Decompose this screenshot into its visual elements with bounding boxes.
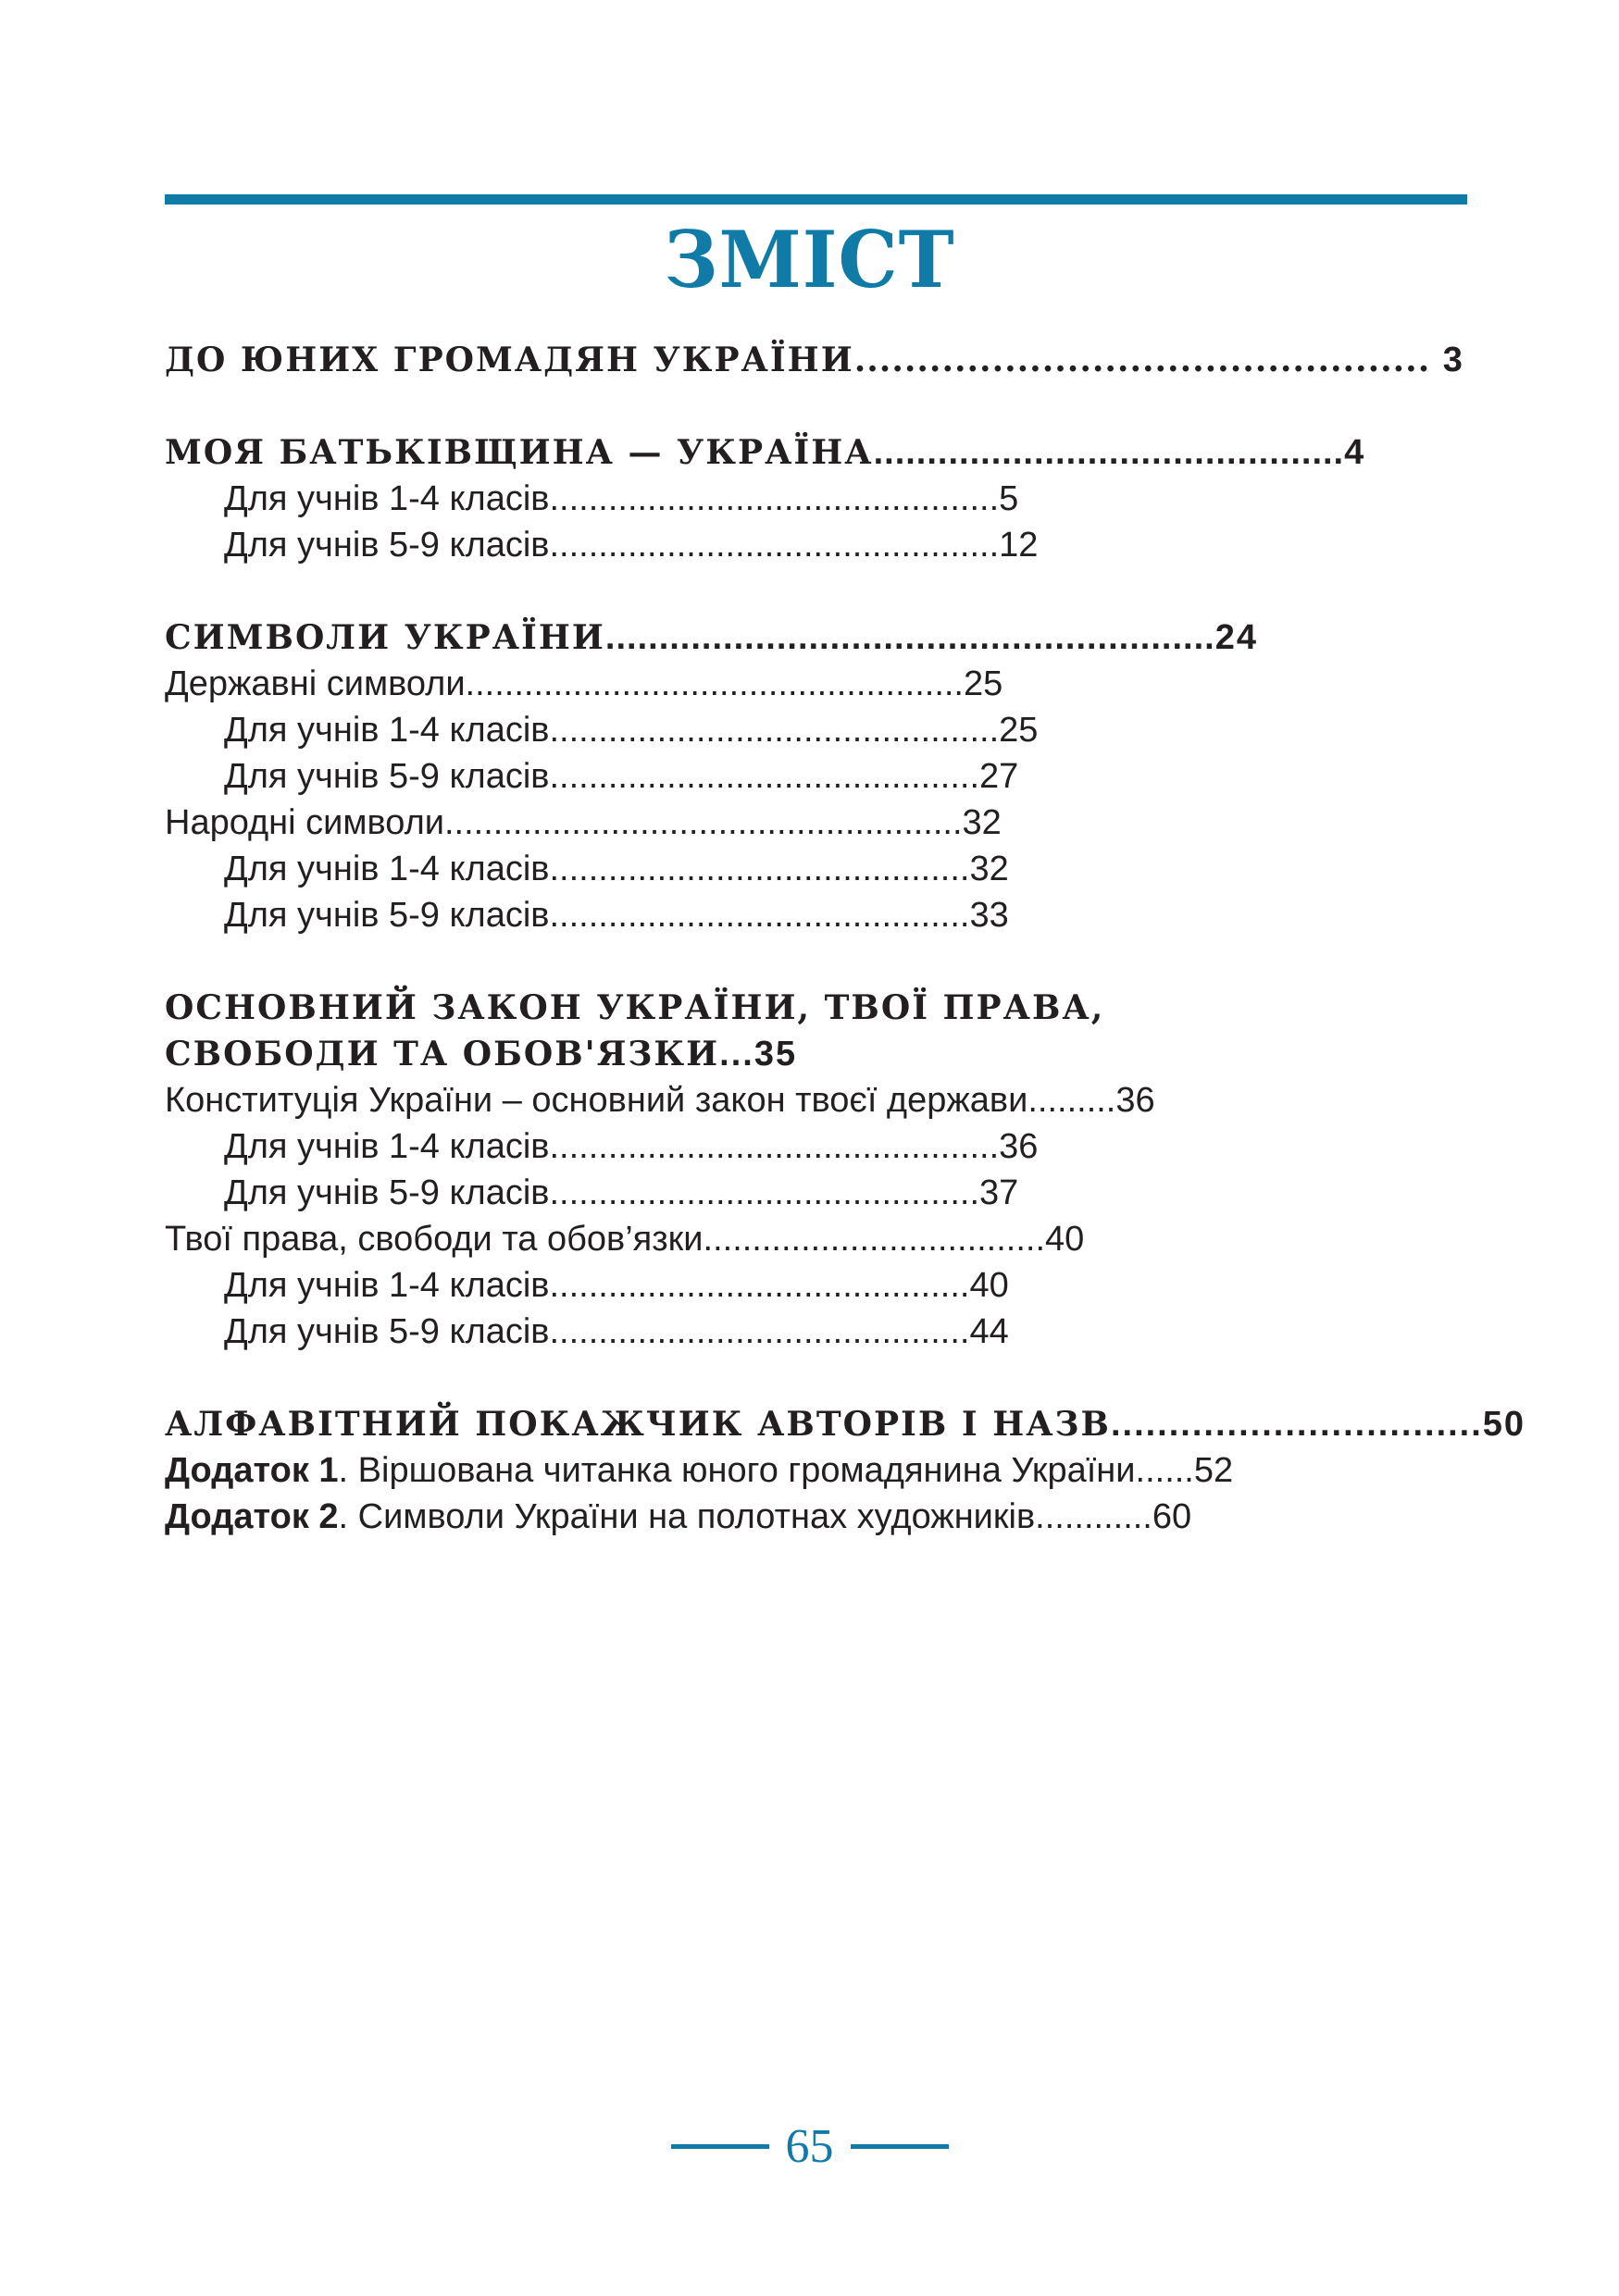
toc-entry-leader: ................................................... bbox=[465, 664, 964, 703]
toc-entry[interactable] bbox=[165, 337, 1464, 383]
toc-entry-leader: ............................................ bbox=[549, 757, 980, 796]
toc-entry-title: МОЯ БАТЬКІВЩИНА — УКРАЇНА bbox=[165, 433, 874, 472]
table-of-contents bbox=[165, 337, 1526, 1540]
toc-entry-leader: .............................................. bbox=[549, 1127, 1000, 1166]
toc-entry[interactable] bbox=[165, 476, 1461, 522]
toc-entry-page: 50 bbox=[1482, 1405, 1526, 1444]
toc-entry[interactable] bbox=[165, 429, 1461, 476]
toc-entry-title: Для учнів 5-9 класів bbox=[224, 1173, 550, 1212]
toc-entry-page: 32 bbox=[969, 850, 1009, 888]
toc-entry-leader: ........................................... bbox=[549, 1312, 970, 1351]
toc-entry-title: Для учнів 1-4 класів bbox=[224, 1127, 550, 1166]
toc-entry-leader: ............................................ bbox=[549, 1173, 980, 1212]
toc-entry-leader: ......... bbox=[1027, 1081, 1116, 1120]
toc-entry-page: 35 bbox=[753, 1035, 798, 1074]
toc-entry-title: Для учнів 1-4 класів bbox=[224, 479, 550, 518]
toc-entry-title: Для учнів 5-9 класів bbox=[224, 896, 550, 935]
toc-entry-leader: ...... bbox=[1135, 1451, 1194, 1490]
toc-entry[interactable] bbox=[165, 522, 1461, 568]
toc-entry[interactable] bbox=[165, 1170, 1461, 1216]
toc-entry[interactable] bbox=[165, 707, 1461, 753]
toc-entry-title: Конституція України – основний закон твоєї держави bbox=[165, 1081, 1028, 1120]
toc-entry[interactable] bbox=[165, 1031, 1461, 1077]
page-number-right-rule bbox=[851, 2144, 949, 2149]
toc-entry-leader: ............................................ bbox=[873, 433, 1345, 472]
toc-entry-page: 37 bbox=[979, 1173, 1019, 1212]
toc-entry-page: 4 bbox=[1344, 433, 1366, 472]
toc-entry[interactable] bbox=[165, 846, 1461, 892]
toc-entry-label: Додаток 1 bbox=[165, 1451, 339, 1490]
toc-entry[interactable] bbox=[165, 753, 1461, 800]
page-title: ЗМІСТ bbox=[664, 214, 955, 305]
toc-entry-page: 32 bbox=[962, 803, 1002, 842]
toc-entry-leader: ........................................... bbox=[549, 1266, 970, 1305]
toc-entry-leader: ... bbox=[719, 1035, 754, 1074]
toc-entry-page: 36 bbox=[999, 1127, 1039, 1166]
toc-entry-title: АЛФАВІТНИЙ ПОКАЖЧИК АВТОРІВ І НАЗВ bbox=[165, 1405, 1111, 1444]
toc-entry-leader: .............................................. bbox=[549, 526, 1000, 565]
toc-entry-title: Для учнів 1-4 класів bbox=[224, 850, 550, 888]
toc-entry-page: 3 bbox=[1442, 341, 1464, 379]
page-number: 65 bbox=[785, 2120, 834, 2173]
toc-entry-page: 24 bbox=[1214, 618, 1258, 657]
toc-entry-leader: ................................ bbox=[1110, 1405, 1483, 1444]
toc-entry-leader: ........................................... bbox=[549, 896, 970, 935]
toc-entry[interactable] bbox=[165, 1077, 1461, 1123]
toc-entry-leader: ........................................... bbox=[549, 850, 970, 888]
toc-entry[interactable] bbox=[165, 661, 1461, 707]
toc-entry[interactable] bbox=[165, 1401, 1526, 1447]
toc-entry-label: Додаток 2 bbox=[165, 1497, 339, 1536]
toc-entry[interactable] bbox=[165, 892, 1461, 938]
toc-entry[interactable] bbox=[165, 800, 1461, 846]
toc-entry-title: Для учнів 5-9 класів bbox=[224, 526, 550, 565]
toc-entry-title: . Віршована читанка юного громадянина України bbox=[338, 1451, 1136, 1490]
toc-entry-title: . Символи України на полотнах художників bbox=[338, 1497, 1036, 1536]
toc-entry-title: Для учнів 1-4 класів bbox=[224, 711, 550, 750]
toc-entry-title: Народні символи bbox=[165, 803, 444, 842]
toc-entry-title: Державні символи bbox=[165, 664, 466, 703]
toc-entry-leader: ..................................................... bbox=[443, 803, 963, 842]
toc-entry[interactable] bbox=[165, 1309, 1461, 1355]
toc-entry-leader: ................................... bbox=[703, 1220, 1046, 1259]
toc-entry-title: ОСНОВНИЙ ЗАКОН УКРАЇНИ, ТВОЇ ПРАВА, bbox=[165, 988, 1105, 1027]
toc-entry-title: Для учнів 5-9 класів bbox=[224, 1312, 550, 1351]
toc-entry-leader: ......................................................... bbox=[604, 618, 1215, 657]
toc-entry-title: Для учнів 5-9 класів bbox=[224, 757, 550, 796]
toc-entry[interactable] bbox=[165, 1123, 1461, 1170]
toc-entry-page: 36 bbox=[1115, 1081, 1155, 1120]
toc-entry-page: 5 bbox=[999, 479, 1019, 518]
toc-entry-title: Для учнів 1-4 класів bbox=[224, 1266, 550, 1305]
top-rule bbox=[165, 194, 1467, 205]
toc-entry-title: ДО ЮНИХ ГРОМАДЯН УКРАЇНИ bbox=[165, 341, 854, 379]
page-footer bbox=[0, 2119, 1619, 2184]
toc-entry[interactable] bbox=[165, 1216, 1461, 1262]
page-number-left-rule bbox=[671, 2144, 769, 2149]
toc-entry-leader: .............................................. bbox=[549, 479, 1000, 518]
toc-entry-page: 33 bbox=[969, 896, 1009, 935]
toc-entry-page: 12 bbox=[999, 526, 1039, 565]
toc-entry-title: СВОБОДИ ТА ОБОВ'ЯЗКИ bbox=[165, 1035, 720, 1074]
toc-entry-page: 44 bbox=[969, 1312, 1009, 1351]
toc-entry-page: 40 bbox=[1045, 1220, 1085, 1259]
toc-entry-title: Твої права, свободи та обов’язки bbox=[165, 1220, 704, 1259]
toc-entry-leader: ............ bbox=[1035, 1497, 1152, 1536]
toc-entry-page: 52 bbox=[1193, 1451, 1234, 1490]
toc-entry-page: 40 bbox=[969, 1266, 1009, 1305]
toc-entry-leader: .............................................. bbox=[549, 711, 1000, 750]
toc-entry[interactable] bbox=[165, 614, 1461, 661]
toc-entry-page: 25 bbox=[999, 711, 1039, 750]
toc-entry-leader: .............................................. bbox=[853, 341, 1443, 379]
toc-entry[interactable] bbox=[165, 1262, 1461, 1309]
toc-entry[interactable] bbox=[165, 1447, 1461, 1494]
toc-entry[interactable] bbox=[165, 1494, 1461, 1540]
toc-entry-title: СИМВОЛИ УКРАЇНИ bbox=[165, 618, 605, 657]
toc-entry[interactable] bbox=[165, 985, 1461, 1031]
toc-entry-page: 60 bbox=[1152, 1497, 1192, 1536]
toc-entry-page: 27 bbox=[979, 757, 1019, 796]
toc-entry-page: 25 bbox=[964, 664, 1003, 703]
